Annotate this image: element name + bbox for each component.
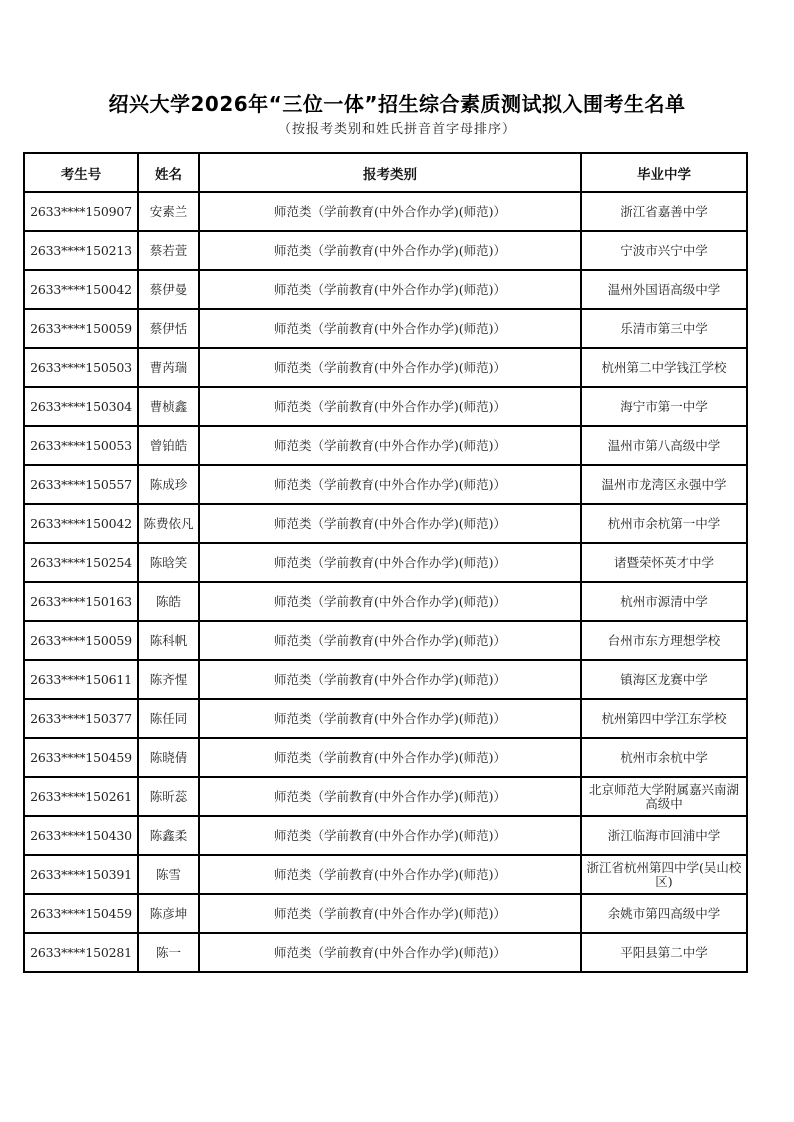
table-row	[24, 855, 747, 894]
name-cell: 陈成珍	[138, 465, 199, 504]
table-row	[24, 270, 747, 309]
school-cell: 宁波市兴宁中学	[581, 231, 747, 270]
name-cell: 陈彦坤	[138, 894, 199, 933]
header-name: 姓名	[138, 153, 199, 192]
table-row	[24, 738, 747, 777]
category-cell: 师范类（学前教育(中外合作办学)(师范)）	[199, 894, 581, 933]
candidate-number-cell: 2633****150503	[24, 348, 138, 387]
name-cell: 陈晓倩	[138, 738, 199, 777]
candidate-number-cell: 2633****150430	[24, 816, 138, 855]
school-cell: 余姚市第四高级中学	[581, 894, 747, 933]
name-cell: 陈一	[138, 933, 199, 972]
category-cell: 师范类（学前教育(中外合作办学)(师范)）	[199, 582, 581, 621]
category-cell: 师范类（学前教育(中外合作办学)(师范)）	[199, 309, 581, 348]
name-cell: 曹芮瑞	[138, 348, 199, 387]
school-cell: 温州市龙湾区永强中学	[581, 465, 747, 504]
candidate-number-cell: 2633****150281	[24, 933, 138, 972]
candidate-number-cell: 2633****150907	[24, 192, 138, 231]
category-cell: 师范类（学前教育(中外合作办学)(师范)）	[199, 816, 581, 855]
table-row	[24, 387, 747, 426]
table-row	[24, 582, 747, 621]
table-row	[24, 816, 747, 855]
school-cell: 温州市第八高级中学	[581, 426, 747, 465]
candidate-number-cell: 2633****150059	[24, 621, 138, 660]
table-row	[24, 192, 747, 231]
table-row	[24, 621, 747, 660]
category-cell: 师范类（学前教育(中外合作办学)(师范)）	[199, 621, 581, 660]
table-row	[24, 504, 747, 543]
table-header-row	[24, 153, 747, 192]
table-row	[24, 933, 747, 972]
name-cell: 陈皓	[138, 582, 199, 621]
candidate-number-cell: 2633****150304	[24, 387, 138, 426]
category-cell: 师范类（学前教育(中外合作办学)(师范)）	[199, 504, 581, 543]
name-cell: 陈晗笑	[138, 543, 199, 582]
candidate-number-cell: 2633****150557	[24, 465, 138, 504]
school-cell: 杭州市余杭中学	[581, 738, 747, 777]
table-row	[24, 465, 747, 504]
table-row	[24, 777, 747, 816]
table-row	[24, 348, 747, 387]
candidate-table	[23, 152, 748, 973]
category-cell: 师范类（学前教育(中外合作办学)(师范)）	[199, 192, 581, 231]
category-cell: 师范类（学前教育(中外合作办学)(师范)）	[199, 348, 581, 387]
name-cell: 曹桢鑫	[138, 387, 199, 426]
name-cell: 陈费依凡	[138, 504, 199, 543]
school-cell: 北京师范大学附属嘉兴南湖高级中	[581, 777, 747, 816]
table-row	[24, 699, 747, 738]
name-cell: 蔡若萱	[138, 231, 199, 270]
category-cell: 师范类（学前教育(中外合作办学)(师范)）	[199, 699, 581, 738]
school-cell: 平阳县第二中学	[581, 933, 747, 972]
name-cell: 曾铂皓	[138, 426, 199, 465]
name-cell: 陈昕蕊	[138, 777, 199, 816]
table-row	[24, 894, 747, 933]
category-cell: 师范类（学前教育(中外合作办学)(师范)）	[199, 270, 581, 309]
category-cell: 师范类（学前教育(中外合作办学)(师范)）	[199, 738, 581, 777]
table-row	[24, 231, 747, 270]
table-row	[24, 426, 747, 465]
candidate-number-cell: 2633****150042	[24, 504, 138, 543]
name-cell: 陈科帆	[138, 621, 199, 660]
candidate-number-cell: 2633****150611	[24, 660, 138, 699]
candidate-number-cell: 2633****150459	[24, 738, 138, 777]
name-cell: 陈任同	[138, 699, 199, 738]
category-cell: 师范类（学前教育(中外合作办学)(师范)）	[199, 231, 581, 270]
category-cell: 师范类（学前教育(中外合作办学)(师范)）	[199, 426, 581, 465]
school-cell: 台州市东方理想学校	[581, 621, 747, 660]
category-cell: 师范类（学前教育(中外合作办学)(师范)）	[199, 387, 581, 426]
header-school: 毕业中学	[581, 153, 747, 192]
header-category: 报考类别	[199, 153, 581, 192]
name-cell: 蔡伊曼	[138, 270, 199, 309]
school-cell: 杭州第二中学钱江学校	[581, 348, 747, 387]
school-cell: 浙江省嘉善中学	[581, 192, 747, 231]
category-cell: 师范类（学前教育(中外合作办学)(师范)）	[199, 933, 581, 972]
candidate-number-cell: 2633****150391	[24, 855, 138, 894]
school-cell: 诸暨荣怀英才中学	[581, 543, 747, 582]
school-cell: 镇海区龙赛中学	[581, 660, 747, 699]
category-cell: 师范类（学前教育(中外合作办学)(师范)）	[199, 777, 581, 816]
school-cell: 海宁市第一中学	[581, 387, 747, 426]
candidate-number-cell: 2633****150377	[24, 699, 138, 738]
candidate-number-cell: 2633****150059	[24, 309, 138, 348]
candidate-number-cell: 2633****150053	[24, 426, 138, 465]
header-candidate-number: 考生号	[24, 153, 138, 192]
table-row	[24, 660, 747, 699]
name-cell: 安素兰	[138, 192, 199, 231]
school-cell: 温州外国语高级中学	[581, 270, 747, 309]
candidate-number-cell: 2633****150459	[24, 894, 138, 933]
category-cell: 师范类（学前教育(中外合作办学)(师范)）	[199, 465, 581, 504]
name-cell: 陈鑫柔	[138, 816, 199, 855]
school-cell: 乐清市第三中学	[581, 309, 747, 348]
school-cell: 杭州第四中学江东学校	[581, 699, 747, 738]
candidate-number-cell: 2633****150213	[24, 231, 138, 270]
table-row	[24, 309, 747, 348]
name-cell: 陈齐惺	[138, 660, 199, 699]
candidate-number-cell: 2633****150254	[24, 543, 138, 582]
table-body	[24, 192, 747, 972]
table-row	[24, 543, 747, 582]
name-cell: 蔡伊恬	[138, 309, 199, 348]
category-cell: 师范类（学前教育(中外合作办学)(师范)）	[199, 660, 581, 699]
category-cell: 师范类（学前教育(中外合作办学)(师范)）	[199, 543, 581, 582]
school-cell: 杭州市余杭第一中学	[581, 504, 747, 543]
category-cell: 师范类（学前教育(中外合作办学)(师范)）	[199, 855, 581, 894]
document-subtitle: （按报考类别和姓氏拼音首字母排序）	[277, 122, 516, 137]
school-cell: 浙江临海市回浦中学	[581, 816, 747, 855]
school-cell: 杭州市源清中学	[581, 582, 747, 621]
document-title: 绍兴大学2026年“三位一体”招生综合素质测试拟入围考生名单	[108, 92, 686, 116]
candidate-number-cell: 2633****150163	[24, 582, 138, 621]
school-cell: 浙江省杭州第四中学(吴山校区)	[581, 855, 747, 894]
name-cell: 陈雪	[138, 855, 199, 894]
candidate-number-cell: 2633****150261	[24, 777, 138, 816]
candidate-number-cell: 2633****150042	[24, 270, 138, 309]
